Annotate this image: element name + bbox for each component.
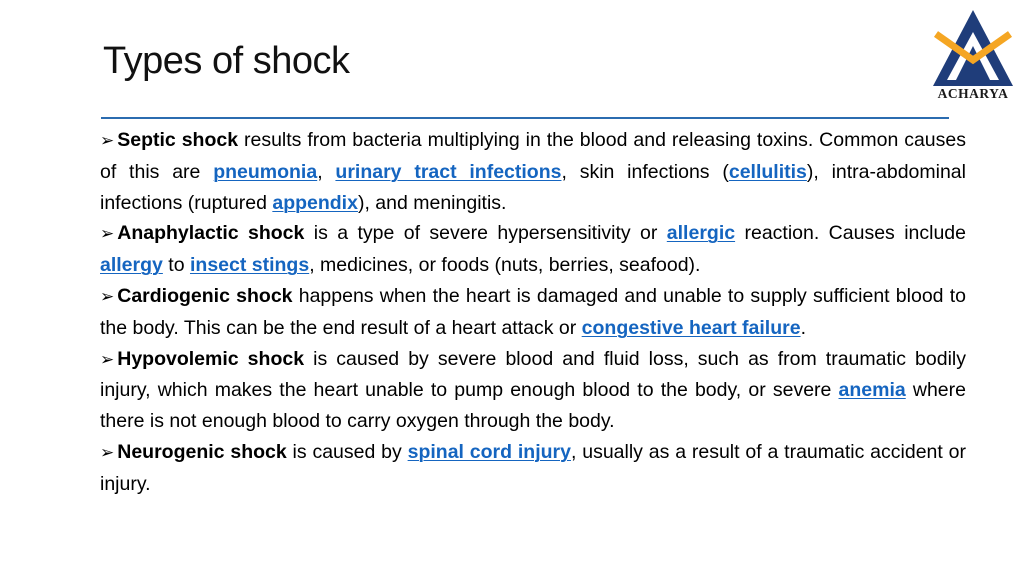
- slide-body: [100, 125, 966, 500]
- link-congestive-heart-failure[interactable]: congestive heart failure: [581, 316, 801, 339]
- title-divider: [101, 117, 949, 119]
- bullet-septic-shock: ➢ Septic shock results from bacteria multiplying in the blood and releasing toxins. Common causes of this are pneumonia, urinary tract infections, skin infections (cellulitis), intra-abdominal infections (ruptured appendix), and meningitis.: [100, 129, 967, 214]
- link-urinary-tract-infections[interactable]: urinary tract infections: [335, 160, 562, 183]
- logo-wordmark: ACHARYA: [937, 86, 1009, 101]
- term-anaphylactic-shock: Anaphylactic shock: [117, 222, 305, 245]
- link-insect-stings[interactable]: insect stings: [189, 254, 310, 277]
- bullet-neurogenic-shock: ➢ Neurogenic shock is caused by spinal cord injury, usually as a result of a traumatic accident or injury.: [100, 440, 966, 495]
- link-spinal-cord-injury[interactable]: spinal cord injury: [407, 440, 571, 463]
- term-cardiogenic-shock: Cardiogenic shock: [117, 284, 293, 307]
- link-anemia[interactable]: anemia: [838, 379, 906, 402]
- arrow-bullet-icon: ➢: [100, 349, 115, 370]
- bullet-hypovolemic-shock: ➢ Hypovolemic shock is caused by severe blood and fluid loss, such as from traumatic bodily injury, which makes the heart unable to pump enough blood to the body, or severe anemia where there is not enough blood to carry oxygen through the body.: [100, 347, 966, 433]
- arrow-bullet-icon: ➢: [100, 224, 115, 245]
- bullet-anaphylactic-shock: ➢ Anaphylactic shock is a type of severe hypersensitivity or allergic reaction. Causes include allergy to insect stings, medicines, or foods (nuts, berries, seafood).: [100, 222, 966, 277]
- slide-title: Types of shock: [103, 40, 350, 82]
- link-allergy[interactable]: allergy: [100, 254, 163, 277]
- link-allergic[interactable]: allergic: [666, 222, 736, 245]
- link-cellulitis[interactable]: cellulitis: [728, 160, 807, 183]
- term-septic-shock: Septic shock: [117, 129, 239, 151]
- bullet-cardiogenic-shock: ➢ Cardiogenic shock happens when the heart is damaged and unable to supply sufficient blood to the body. This can be the end result of a heart attack or congestive heart failure.: [100, 284, 966, 339]
- term-neurogenic-shock: Neurogenic shock: [117, 440, 287, 463]
- term-hypovolemic-shock: Hypovolemic shock: [117, 347, 305, 370]
- arrow-bullet-icon: ➢: [100, 131, 115, 151]
- arrow-bullet-icon: ➢: [100, 442, 115, 463]
- link-pneumonia[interactable]: pneumonia: [213, 160, 318, 183]
- link-appendix[interactable]: appendix: [272, 191, 358, 214]
- arrow-bullet-icon: ➢: [100, 286, 115, 307]
